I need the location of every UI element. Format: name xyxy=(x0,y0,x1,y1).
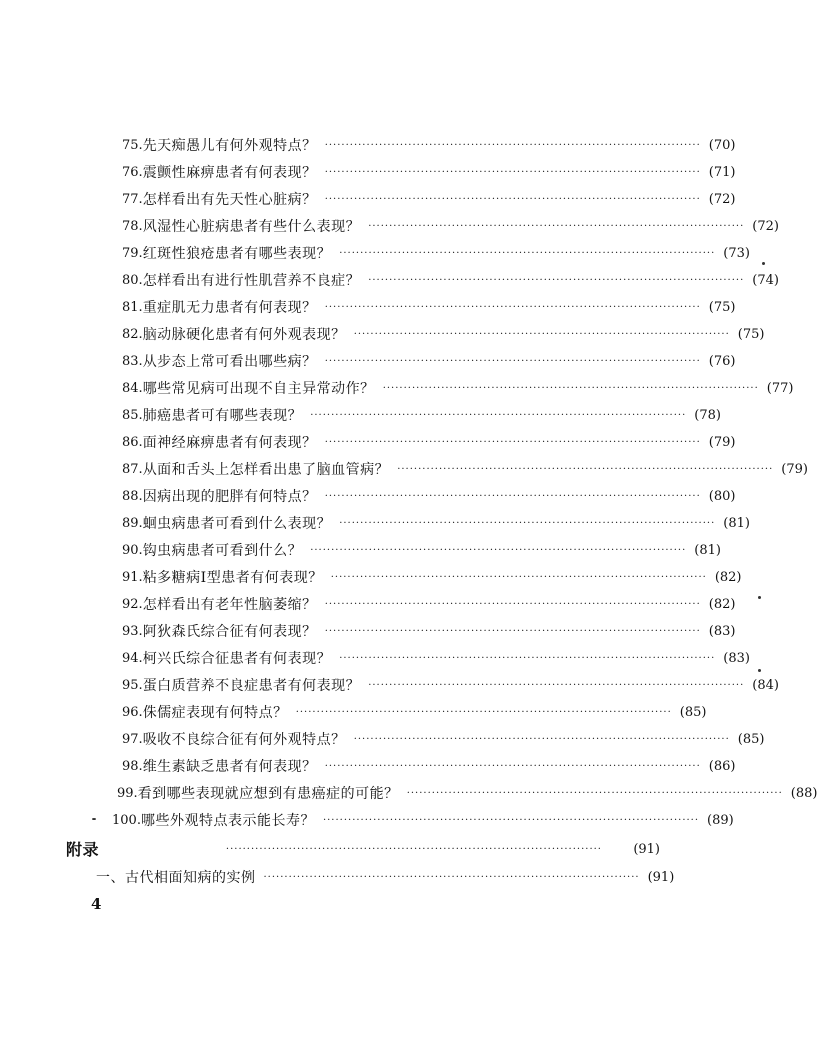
dot-leader: ·························································································· xyxy=(397,464,774,475)
entry-number: 100. xyxy=(112,813,141,828)
entry-number: 81. xyxy=(122,300,143,315)
entry-title: 因病出现的肥胖有何特点？ xyxy=(142,489,317,505)
entry-number: 87. xyxy=(122,462,143,477)
entry-number: 82. xyxy=(122,327,143,342)
entry-number: 98. xyxy=(122,759,143,774)
dot-leader: ·························································································· xyxy=(339,653,716,664)
entry-number: 91. xyxy=(122,570,143,585)
entry-title: 蛔虫病患者可看到什么表现？ xyxy=(142,516,332,532)
entry-title: 震颤性麻痹患者有何表现？ xyxy=(142,165,317,181)
toc-entry-98 xyxy=(122,755,736,779)
entry-page: (76) xyxy=(708,354,736,369)
entry-title: 蛋白质营养不良症患者有何表现？ xyxy=(142,678,361,694)
entry-title: 柯兴氏综合征患者有何表现？ xyxy=(142,651,332,667)
entry-title: 维生素缺乏患者有何表现？ xyxy=(142,759,317,775)
entry-title: 风湿性心脏病患者有些什么表现？ xyxy=(142,219,361,235)
entry-number: 88. xyxy=(122,489,143,504)
dot-leader: ·························································································· xyxy=(295,707,672,718)
dot-leader: ·························································································· xyxy=(382,383,759,394)
entry-number: 93. xyxy=(122,624,143,639)
toc-entry-89 xyxy=(122,512,750,536)
entry-title: 红斑性狼疮患者有哪些表现？ xyxy=(142,246,332,262)
entry-number: 99. xyxy=(117,786,138,801)
dot-leader: ·························································································· xyxy=(263,872,640,883)
dot-leader: ·························································································· xyxy=(310,545,687,556)
appendix-title: 附录 xyxy=(66,840,100,859)
entry-page: (88) xyxy=(790,786,817,801)
entry-title: 侏儒症表现有何特点？ xyxy=(142,705,288,721)
entry-title: 脑动脉硬化患者有何外观表现？ xyxy=(142,327,346,343)
entry-title: 一、古代相面知病的实例 xyxy=(96,870,256,886)
dot-leader: ·························································································· xyxy=(324,491,701,502)
dot-leader: ·························································································· xyxy=(225,844,602,855)
entry-page: (75) xyxy=(708,300,736,315)
entry-title: 哪些外观特点表示能长寿？ xyxy=(140,813,315,829)
entry-title: 重症肌无力患者有何表现？ xyxy=(142,300,317,316)
scan-speck xyxy=(762,262,765,265)
entry-page: (89) xyxy=(707,813,734,828)
entry-title: 钩虫病患者可看到什么？ xyxy=(142,543,303,559)
entry-title: 从步态上常可看出哪些病？ xyxy=(142,354,317,370)
dot-leader: ·························································································· xyxy=(324,599,701,610)
toc-entry-90 xyxy=(122,539,721,563)
dot-leader: ·························································································· xyxy=(310,410,687,421)
entry-title: 阿狄森氏综合征有何表现？ xyxy=(142,624,317,640)
entry-number: 97. xyxy=(122,732,143,747)
entry-title: 怎样看出有先天性心脏病？ xyxy=(142,192,317,208)
toc-appendix xyxy=(66,838,660,862)
toc-entry-78 xyxy=(122,215,779,239)
entry-page: (86) xyxy=(708,759,736,774)
entry-page: (85) xyxy=(737,732,765,747)
entry-number: 94. xyxy=(122,651,143,666)
entry-title: 面神经麻痹患者有何表现？ xyxy=(142,435,317,451)
entry-number: 90. xyxy=(122,543,143,558)
dot-leader: ·························································································· xyxy=(324,167,701,178)
toc-entry-100 xyxy=(112,809,734,833)
toc-entry-84 xyxy=(122,377,794,401)
entry-number: 76. xyxy=(122,165,143,180)
entry-page: (78) xyxy=(694,408,721,423)
dot-leader: ·························································································· xyxy=(324,437,701,448)
entry-page: (72) xyxy=(752,219,779,234)
dot-leader: ·························································································· xyxy=(368,275,745,286)
dot-leader: ·························································································· xyxy=(339,248,716,259)
scan-speck xyxy=(758,669,761,672)
entry-page: (83) xyxy=(708,624,736,639)
dot-leader: ·························································································· xyxy=(406,788,783,799)
page-number: 4 xyxy=(91,895,102,913)
toc-entry-88 xyxy=(122,485,736,509)
toc-entry-95 xyxy=(122,674,779,698)
toc-entry-82 xyxy=(122,323,765,347)
entry-number: 78. xyxy=(122,219,143,234)
toc-entry-87 xyxy=(122,458,808,482)
entry-title: 先天痴愚儿有何外观特点？ xyxy=(142,138,317,154)
toc-entry-97 xyxy=(122,728,765,752)
entry-page: (77) xyxy=(766,381,794,396)
entry-title: 粘多糖病Ⅰ型患者有何表现？ xyxy=(142,570,323,586)
entry-number: 84. xyxy=(122,381,143,396)
toc-entry-75 xyxy=(122,134,736,158)
toc-entry-85 xyxy=(122,404,721,428)
toc-entry-99 xyxy=(117,782,817,806)
toc-entry-80 xyxy=(122,269,779,293)
scan-speck xyxy=(92,818,96,820)
dot-leader: ·························································································· xyxy=(324,302,701,313)
entry-title: 看到哪些表现就应想到有患癌症的可能？ xyxy=(137,786,399,802)
entry-number: 92. xyxy=(122,597,143,612)
dot-leader: ·························································································· xyxy=(324,140,701,151)
entry-page: (91) xyxy=(647,870,675,885)
dot-leader: ·························································································· xyxy=(339,518,716,529)
entry-page: (75) xyxy=(737,327,765,342)
dot-leader: ·························································································· xyxy=(322,815,700,826)
entry-number: 77. xyxy=(122,192,143,207)
dot-leader: ·························································································· xyxy=(368,221,745,232)
dot-leader: ·························································································· xyxy=(324,194,701,205)
entry-page: (84) xyxy=(752,678,779,693)
entry-number: 86. xyxy=(122,435,143,450)
toc-appendix-item xyxy=(96,866,675,890)
entry-title: 怎样看出有老年性脑萎缩？ xyxy=(142,597,317,613)
toc-entry-86 xyxy=(122,431,736,455)
entry-page: (82) xyxy=(708,597,736,612)
dot-leader: ·························································································· xyxy=(324,356,701,367)
scan-speck xyxy=(758,596,761,599)
entry-page: (70) xyxy=(708,138,736,153)
entry-title: 吸收不良综合征有何外观特点？ xyxy=(142,732,346,748)
entry-title: 哪些常见病可出现不自主异常动作？ xyxy=(142,381,375,397)
entry-page: (82) xyxy=(714,570,742,585)
entry-number: 89. xyxy=(122,516,143,531)
entry-page: (81) xyxy=(694,543,721,558)
dot-leader: ·························································································· xyxy=(368,680,745,691)
entry-page: (80) xyxy=(708,489,736,504)
toc-entry-83 xyxy=(122,350,736,374)
entry-title: 从面和舌头上怎样看出患了脑血管病？ xyxy=(142,462,390,478)
entry-number: 96. xyxy=(122,705,143,720)
entry-page: (85) xyxy=(679,705,707,720)
toc-entry-81 xyxy=(122,296,736,320)
toc-entry-94 xyxy=(122,647,750,671)
entry-page: (74) xyxy=(752,273,779,288)
entry-page: (72) xyxy=(708,192,736,207)
entry-page: (83) xyxy=(723,651,750,666)
entry-number: 75. xyxy=(122,138,143,153)
dot-leader: ·························································································· xyxy=(330,572,707,583)
toc-entry-92 xyxy=(122,593,736,617)
entry-number: 85. xyxy=(122,408,143,423)
toc-entry-96 xyxy=(122,701,707,725)
entry-page: (81) xyxy=(723,516,750,531)
dot-leader: ·························································································· xyxy=(353,734,730,745)
toc-entry-77 xyxy=(122,188,736,212)
entry-number: 83. xyxy=(122,354,143,369)
toc-entry-91 xyxy=(122,566,742,590)
entry-page: (71) xyxy=(708,165,736,180)
entry-title: 怎样看出有进行性肌营养不良症？ xyxy=(142,273,361,289)
entry-number: 80. xyxy=(122,273,143,288)
toc-entry-79 xyxy=(122,242,750,266)
dot-leader: ·························································································· xyxy=(324,761,701,772)
entry-title: 肺癌患者可有哪些表现？ xyxy=(142,408,303,424)
entry-page: (91) xyxy=(633,842,660,857)
entry-number: 95. xyxy=(122,678,143,693)
entry-page: (73) xyxy=(723,246,750,261)
entry-number: 79. xyxy=(122,246,143,261)
dot-leader: ·························································································· xyxy=(353,329,730,340)
toc-entry-76 xyxy=(122,161,736,185)
dot-leader: ·························································································· xyxy=(324,626,701,637)
entry-page: (79) xyxy=(708,435,736,450)
entry-page: (79) xyxy=(781,462,808,477)
toc-entry-93 xyxy=(122,620,736,644)
